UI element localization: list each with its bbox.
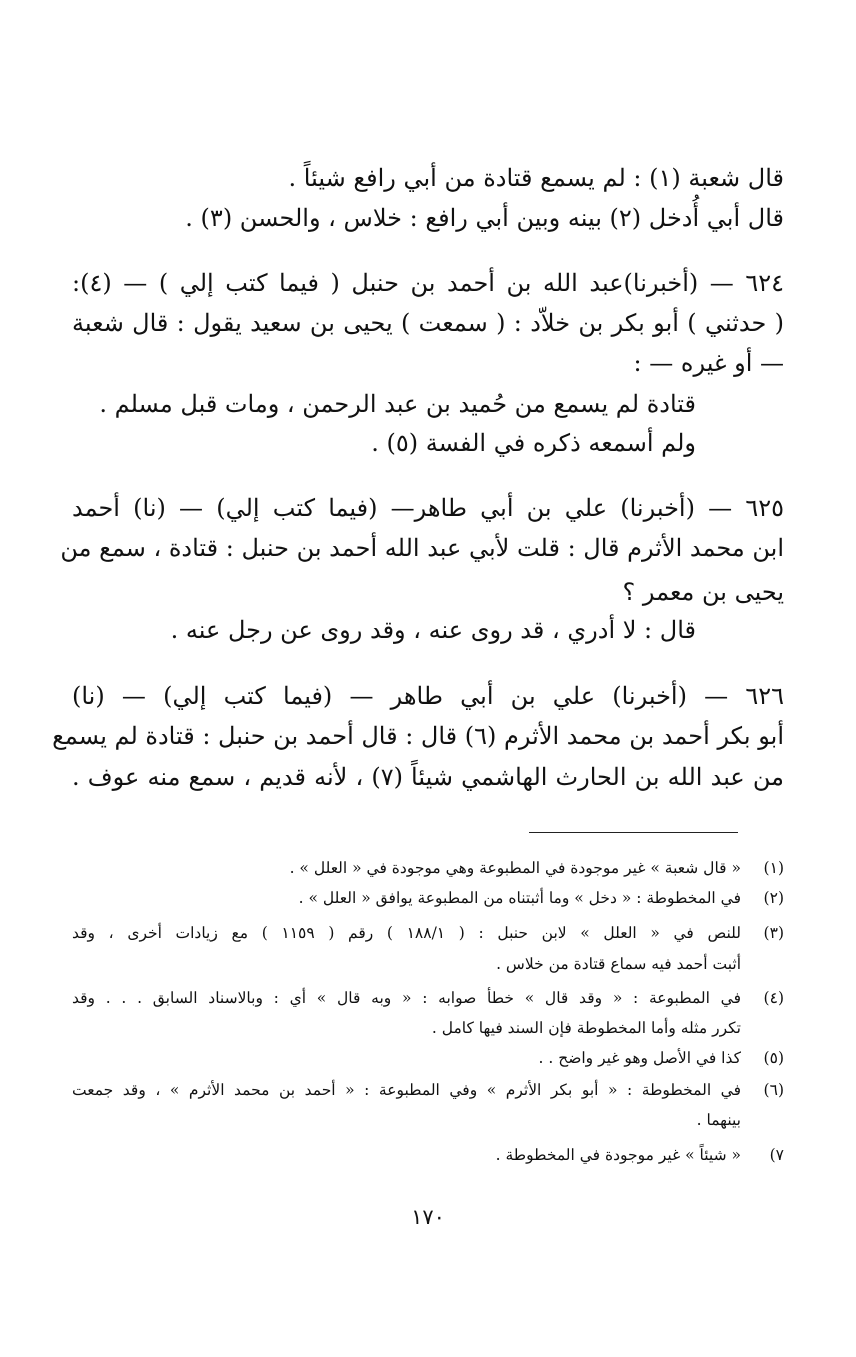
entry-625-heading: ٦٢٥ — (أخبرنا) علي بن أبي طاهر— (فيما كتب إلي) — (نا) أحمد <box>72 494 784 522</box>
footnote-text: أثبت أحمد فيه سماع قتادة من خلاس . <box>496 955 741 973</box>
body-line: قال أبي أُدخل (٢) بينه وبين أبي رافع : خلاس ، والحسن (٣) . <box>185 204 784 232</box>
entry-624-heading: ٦٢٤ — (أخبرنا)عبد الله بن أحمد بن حنبل ( فيما كتب إلي ) — (٤): <box>72 269 784 297</box>
footnote-number: (٢) <box>763 889 784 907</box>
footnote-number: (٣) <box>763 924 784 942</box>
footnote-text: في المخطوطة : « دخل » وما أثبتناه من المطبوعة يوافق « العلل » . <box>298 889 741 907</box>
footnote-text: « شيئاً » غير موجودة في المخطوطة . <box>495 1146 741 1164</box>
footnote-number: (٥) <box>763 1049 784 1067</box>
body-line: قال شعبة (١) : لم يسمع قتادة من أبي رافع شيئاً . <box>288 164 784 192</box>
footnote-number: (١) <box>763 859 784 877</box>
footnote-text: تكرر مثله وأما المخطوطة فإن السند فيها كامل . <box>431 1019 741 1037</box>
body-line: يحيى بن معمر ؟ <box>622 578 784 606</box>
footnote-separator <box>529 832 738 833</box>
footnote-text: بينهما . <box>696 1111 741 1129</box>
body-line: قال : لا أدري ، قد روى عنه ، وقد روى عن رجل عنه . <box>170 616 696 644</box>
footnote-text: في المطبوعة : « وقد قال » خطأ صوابه : « وبه قال » أي : وبالاسناد السابق . . . وقد <box>72 989 741 1007</box>
entry-626-heading: ٦٢٦ — (أخبرنا) علي بن أبي طاهر — (فيما كتب إلي) — (نا) <box>72 682 784 710</box>
page-number: ١٧٠ <box>411 1205 445 1229</box>
body-line: — أو غيره — : <box>633 349 784 377</box>
footnote-number: (٤) <box>763 989 784 1007</box>
footnote-number: (٦) <box>763 1081 784 1099</box>
body-line: من عبد الله بن الحارث الهاشمي شيئاً (٧) ، لأنه قديم ، سمع منه عوف . <box>72 763 784 791</box>
body-line: ابن محمد الأثرم قال : قلت لأبي عبد الله أحمد بن حنبل : قتادة ، سمع من <box>60 534 784 562</box>
footnote-text: « قال شعبة » غير موجودة في المطبوعة وهي موجودة في « العلل » . <box>289 859 741 877</box>
body-line: أبو بكر أحمد بن محمد الأثرم (٦) قال : قال أحمد بن حنبل : قتادة لم يسمع <box>52 722 784 750</box>
footnote-text: للنص في « العلل » لابن حنبل : ( ١٨٨/١ ) رقم ( ١١٥٩ ) مع زيادات أخرى ، وقد <box>72 924 742 942</box>
footnote-text: كذا في الأصل وهو غير واضح . . <box>538 1049 741 1067</box>
footnote-number: ٧) <box>769 1146 784 1164</box>
footnote-text: في المخطوطة : « أبو بكر الأثرم » وفي المطبوعة : « أحمد بن محمد الأثرم » ، وقد جمعت <box>72 1081 741 1099</box>
body-line: قتادة لم يسمع من حُميد بن عبد الرحمن ، ومات قبل مسلم . <box>99 390 696 418</box>
body-line: ( حدثني ) أبو بكر بن خلاّد : ( سمعت ) يحيى بن سعيد يقول : قال شعبة <box>72 309 784 337</box>
body-line: ولم أسمعه ذكره في الفسة (٥) . <box>371 429 696 457</box>
